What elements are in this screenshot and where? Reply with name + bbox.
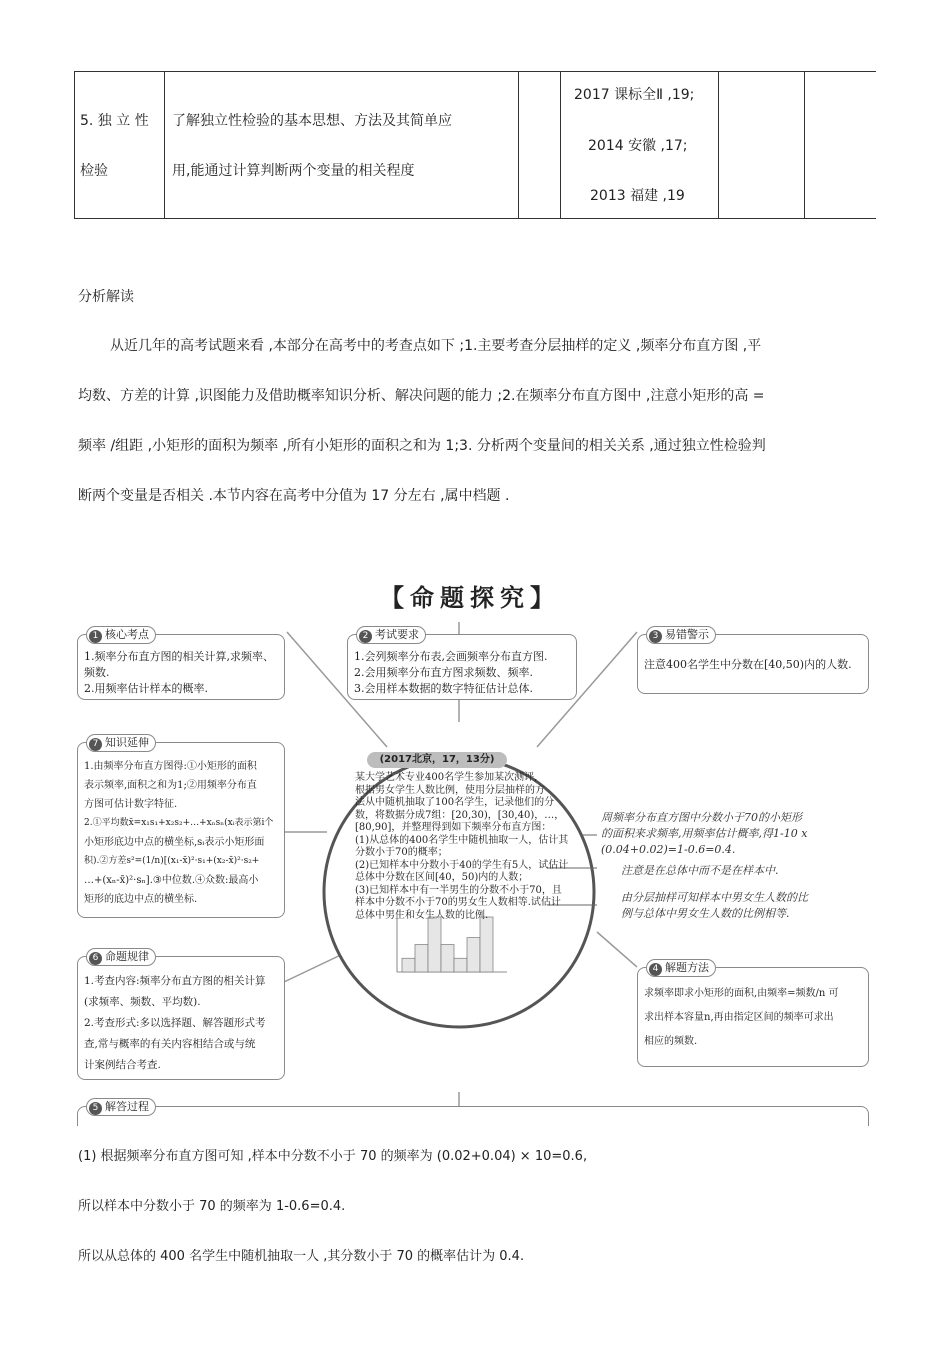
tag-title: 易错警示 bbox=[665, 628, 709, 641]
question-line: (3)已知样本中有一半男生的分数不小于70，且 bbox=[355, 884, 562, 896]
question-line: 总体中男生和女生人数的比例. bbox=[355, 909, 489, 921]
tag-number: 1 bbox=[89, 630, 102, 643]
box-line: 1.由频率分布直方图得:①小矩形的面积 bbox=[84, 761, 257, 772]
box-line: 2.考查形式:多以选择题、解答题形式考 bbox=[84, 1017, 266, 1029]
box-tag bbox=[86, 626, 156, 644]
table-col-border bbox=[804, 71, 805, 219]
question-line: 法从中随机抽取了100名学生，记录他们的分 bbox=[355, 797, 555, 808]
box-line: 2.会用频率分布直方图求频数、频率. bbox=[354, 666, 533, 679]
question-source-badge: (2017北京，17，13分) bbox=[367, 752, 507, 768]
histogram-bar bbox=[428, 917, 441, 972]
question-line: (2)已知样本中分数小于40的学生有5人，试估计 bbox=[355, 859, 569, 871]
tag-number: 2 bbox=[359, 630, 372, 643]
box-line: 相应的频数. bbox=[644, 1036, 698, 1047]
topic-name: 5. 独 立 性 bbox=[80, 113, 149, 129]
table-col-border bbox=[718, 71, 719, 219]
topic-requirement: 了解独立性检验的基本思想、方法及其简单应 bbox=[172, 113, 452, 129]
box-line: 1.会列频率分布表,会画频率分布直方图. bbox=[354, 650, 548, 663]
histogram-bar bbox=[402, 958, 415, 972]
histogram-bar bbox=[454, 958, 467, 972]
note-line: 周频率分布直方图中分数小于70的小矩形 bbox=[601, 811, 802, 824]
analysis-line: 从近几年的高考试题来看 ,本部分在高考中的考查点如下 ;1.主要考查分层抽样的定义 ,频率分布直方图 ,平 bbox=[110, 338, 762, 354]
note-line: 的面积来求频率,用频率估计概率,得1-10 x bbox=[601, 827, 808, 840]
box-line: 求频率即求小矩形的面积,由频率=频数/n 可 bbox=[644, 988, 839, 999]
table-col-border bbox=[560, 71, 561, 219]
tag-title: 核心考点 bbox=[105, 628, 149, 641]
tag-number: 5 bbox=[89, 1102, 102, 1115]
box-tag bbox=[646, 959, 716, 977]
box-line: 2.①平均数x̄=x₁s₁+x₂s₂+…+xₙsₙ(xᵢ表示第i个 bbox=[84, 818, 274, 828]
histogram-bar bbox=[480, 917, 493, 972]
tag-number: 4 bbox=[649, 963, 662, 976]
box-proposition-patterns bbox=[77, 950, 285, 1080]
exam-reference: 2014 安徽 ,17; bbox=[588, 138, 688, 154]
box-line: 注意400名学生中分数在[40,50)内的人数. bbox=[644, 658, 852, 671]
exam-reference: 2013 福建 ,19 bbox=[590, 188, 685, 204]
histogram-bar bbox=[441, 945, 454, 973]
exam-reference: 2017 课标全Ⅱ ,19; bbox=[574, 87, 695, 103]
box-knowledge-extension bbox=[77, 736, 285, 918]
analysis-line: 断两个变量是否相关 .本节内容在高考中分值为 17 分左右 ,属中档题 . bbox=[78, 488, 510, 504]
question-line: 数，将数据分成7组：[20,30)，[30,40)，…， bbox=[355, 809, 565, 821]
topic-requirement: 用,能通过计算判断两个变量的相关程度 bbox=[172, 163, 415, 179]
box-line: 1.考查内容:频率分布直方图的相关计算 bbox=[84, 975, 266, 987]
question-line: (1)从总体的400名学生中随机抽取一人，估计其 bbox=[355, 834, 569, 846]
box-line: 1.频率分布直方图的相关计算,求频率、 bbox=[84, 650, 274, 663]
box-exam-requirements bbox=[347, 628, 577, 700]
question-line: 分数小于70的概率； bbox=[355, 847, 448, 858]
box-line: 方图可估计数字特征. bbox=[84, 799, 178, 810]
question-line: 总体中分数在区间[40，50)内的人数； bbox=[355, 872, 529, 883]
box-tag bbox=[86, 1098, 156, 1116]
syllabus-table bbox=[74, 71, 876, 219]
handwritten-note: 注意是在总体中而不是在样本中. bbox=[621, 864, 779, 877]
table-top-border bbox=[74, 71, 876, 72]
note-line: 例与总体中男女生人数的比例相等. bbox=[621, 907, 790, 920]
tag-title: 知识延伸 bbox=[105, 736, 149, 749]
tag-title: 解答过程 bbox=[105, 1100, 149, 1113]
question-line: [80,90]，并整理得到如下频率分布直方图： bbox=[355, 822, 552, 833]
box-line: 矩形的底边中点的横坐标. bbox=[84, 894, 198, 905]
handwritten-note bbox=[621, 890, 808, 922]
box-line: 查,常与概率的有关内容相结合或与统 bbox=[84, 1038, 256, 1050]
box-line: (求频率、频数、平均数). bbox=[84, 996, 201, 1008]
note-line: (0.04+0.02)=1-0.6=0.4. bbox=[601, 843, 736, 856]
analysis-heading: 分析解读 bbox=[78, 289, 134, 305]
tag-number: 6 bbox=[89, 952, 102, 965]
table-col-border bbox=[518, 71, 519, 219]
box-line: 3.会用样本数据的数字特征估计总体. bbox=[354, 682, 533, 695]
question-line: 根据男女学生人数比例，使用分层抽样的方 bbox=[355, 784, 545, 796]
box-line: …+(xₙ-x̄)²·sₙ].③中位数.④众数:最高小 bbox=[84, 875, 259, 886]
box-line: 求出样本容量n,再由指定区间的频率可求出 bbox=[644, 1012, 834, 1023]
handwritten-note bbox=[601, 810, 807, 858]
question-line: 样本中分数不小于70的男女生人数相等.试估计 bbox=[355, 897, 561, 908]
question-text bbox=[355, 772, 568, 922]
box-tag bbox=[86, 734, 156, 752]
box-line: 积).②方差s²=(1/n)[(x₁-x̄)²·s₁+(x₂-x̄)²·s₂+ bbox=[84, 856, 260, 866]
question-line: 某大学艺术专业400名学生参加某次测评, bbox=[355, 772, 538, 783]
table-col-border bbox=[74, 71, 75, 219]
box-line: 2.用频率估计样本的概率. bbox=[84, 682, 208, 695]
topic-name: 检验 bbox=[80, 163, 108, 179]
solution-line: 所以样本中分数小于 70 的频率为 1-0.6=0.4. bbox=[78, 1199, 346, 1214]
section-banner: 【命题探究】 bbox=[380, 584, 560, 612]
box-core-points bbox=[77, 628, 285, 700]
table-col-border bbox=[164, 71, 165, 219]
tag-title: 命题规律 bbox=[105, 950, 149, 963]
box-common-mistakes bbox=[637, 628, 869, 694]
note-line: 由分层抽样可知样本中男女生人数的比 bbox=[621, 891, 808, 904]
tag-title: 解题方法 bbox=[665, 961, 709, 974]
box-solution-process bbox=[77, 1100, 869, 1126]
analysis-line: 均数、方差的计算 ,识图能力及借助概率知识分析、解决问题的能力 ;2.在频率分布直方图中 ,注意小矩形的高 = bbox=[78, 388, 765, 404]
box-line: 表示频率,面积之和为1;②用频率分布直 bbox=[84, 780, 257, 791]
histogram-bar bbox=[467, 938, 480, 972]
solution-line: 所以从总体的 400 名学生中随机抽取一人 ,其分数小于 70 的概率估计为 0.4. bbox=[78, 1249, 525, 1264]
mind-map-figure bbox=[77, 622, 872, 1119]
box-line: 小矩形底边中点的横坐标,sᵢ表示小矩形面 bbox=[84, 837, 265, 848]
tag-number: 7 bbox=[89, 738, 102, 751]
box-line: 计案例结合考查. bbox=[84, 1059, 161, 1071]
box-tag bbox=[86, 948, 156, 966]
analysis-line: 频率 /组距 ,小矩形的面积为频率 ,所有小矩形的面积之和为 1;3. 分析两个变量间的相关关系 ,通过独立性检验判 bbox=[78, 438, 766, 454]
box-solution-method bbox=[637, 961, 869, 1067]
solution-line: (1) 根据频率分布直方图可知 ,样本中分数不小于 70 的频率为 (0.02+0.04) × 10=0.6, bbox=[78, 1149, 588, 1164]
box-tag bbox=[356, 626, 426, 644]
histogram-bar bbox=[415, 945, 428, 973]
tag-title: 考试要求 bbox=[375, 628, 419, 641]
box-tag bbox=[646, 626, 716, 644]
box-line: 频数. bbox=[84, 666, 110, 679]
tag-number: 3 bbox=[649, 630, 662, 643]
table-bottom-border bbox=[74, 218, 876, 219]
